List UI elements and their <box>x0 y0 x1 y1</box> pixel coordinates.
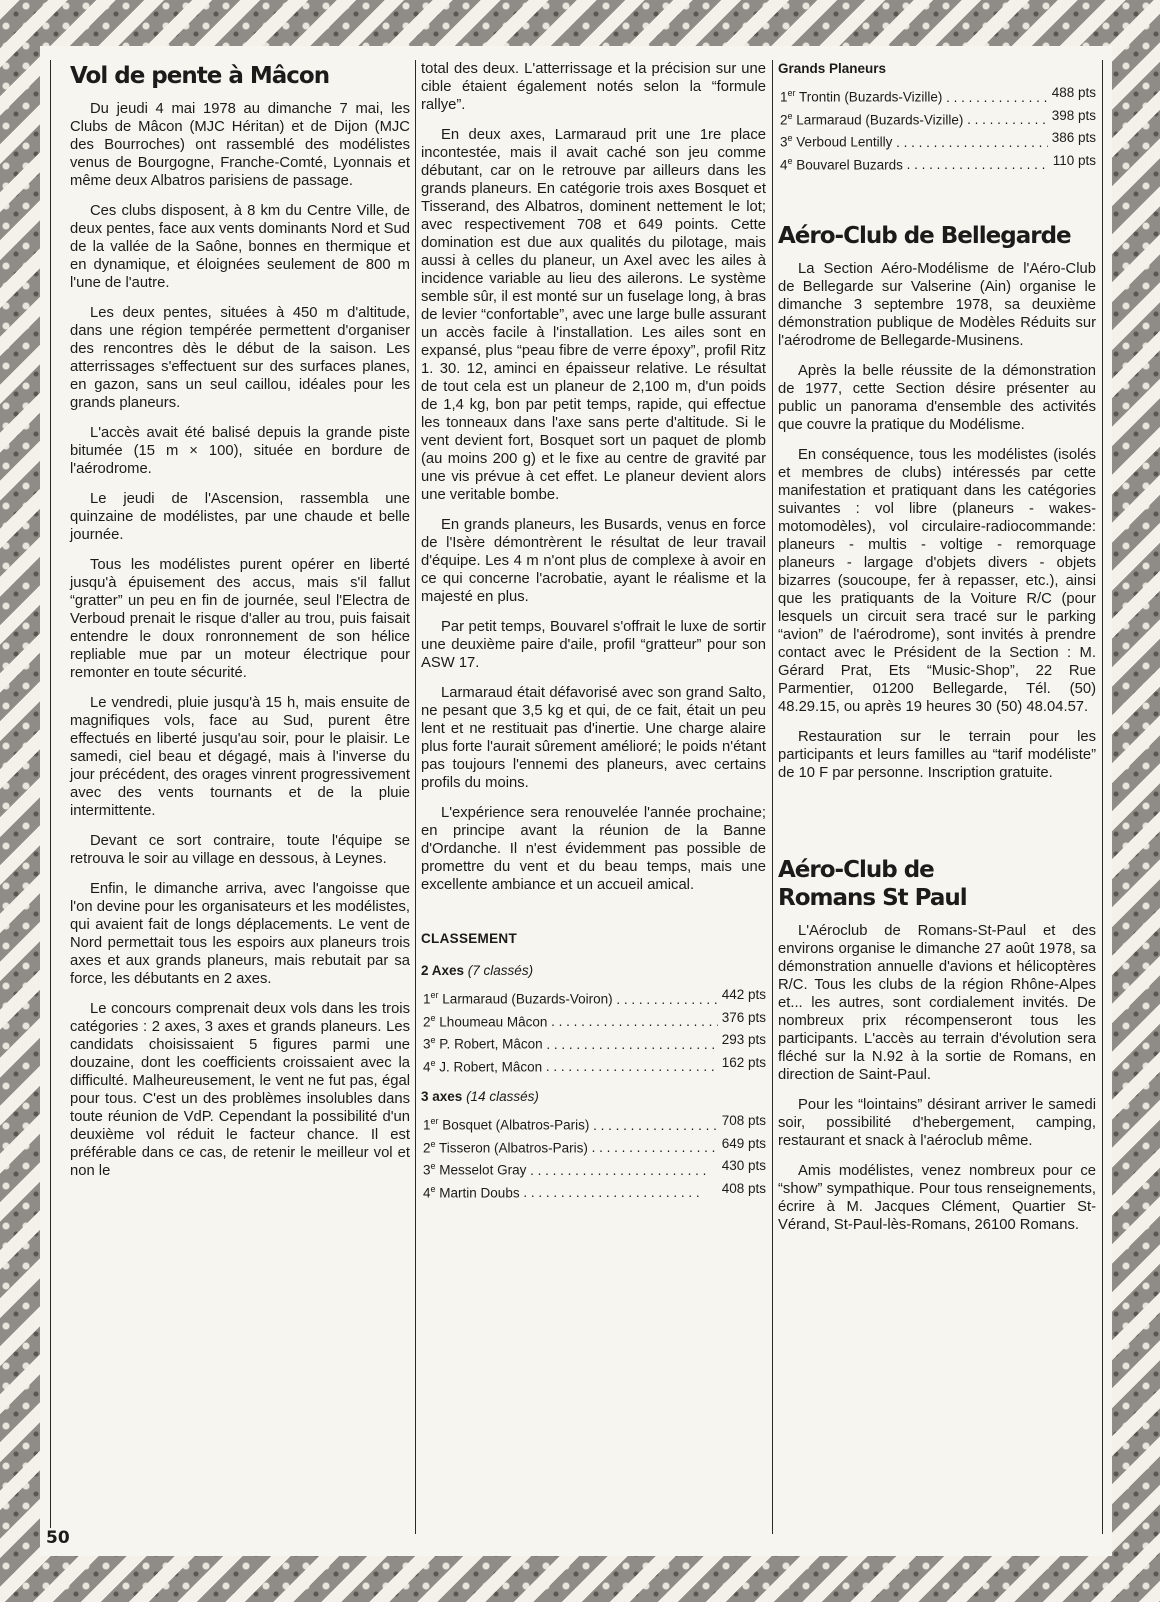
paragraph: L'accès avait été balisé depuis la grande piste bitumée (15 m × 100), située en bordure de l'aérodrome. <box>70 425 410 477</box>
paragraph: En conséquence, tous les modélistes (isolés et membres de clubs) intéressés par cette manifestation et pratiquant dans les catégories suivantes : vol libre (planeurs - wakes-motomodèles), vol circulaire-radiocommande: planeurs - multis - voltige - remorquage planeurs - largage d'objets divers - objets bizarres (soucoupe, fer à repasser, etc.), ainsi que les pratiquants de la Voiture R/C (pour lesquels un circuit sera tracé sur le parking “avion” de l'aérodrome), sont invités à prendre contact avec le Président de la Section : M. Gérard Prat, Ets “Music-Shop”, 22 Rue Parmentier, 01200 Bellegarde, Tél. (50) 48.29.15, ou après 19 heures 30 (50) 48.04.57. <box>778 447 1096 715</box>
score: 408 pts <box>721 1180 766 1196</box>
ranking-row <box>421 1054 766 1077</box>
column-rule <box>772 60 773 1534</box>
score: 110 pts <box>1052 152 1096 168</box>
paragraph: Ces clubs disposent, à 8 km du Centre Ville, de deux pentes, face aux vents dominants Nord et Sud de la vallée de la Saône, bonnes en thermique et en dynamique, et éloignées seulement de 800 m l'une de l'autre. <box>70 203 410 291</box>
competitor-name: 3e Messelot Gray . . . <box>423 1157 718 1180</box>
score: 386 pts <box>1051 130 1096 145</box>
ranking-row <box>421 1180 766 1203</box>
paragraph: Devant ce sort contraire, toute l'équipe se retrouva le soir au village en dessous, à Leynes. <box>70 833 410 867</box>
ranking-row <box>778 107 1096 130</box>
competitor-name: 3e P. Robert, Mâcon . . . <box>423 1031 718 1054</box>
column-rule <box>1102 60 1103 1534</box>
competitor-name: 1er Larmaraud (Buzards-Voiron) . . . <box>423 986 718 1009</box>
paragraph: Par petit temps, Bouvarel s'offrait le luxe de sortir une deuxième paire d'aile, profil “gratteur” pour son ASW 17. <box>421 619 766 671</box>
ranking-row <box>778 129 1096 152</box>
paragraph: total des deux. L'atterrissage et la précision sur une cible étaient également notés selon la “formule rallye”. <box>421 61 766 113</box>
ranking-row <box>421 1135 766 1158</box>
paragraph: Les deux pentes, situées à 450 m d'altitude, dans une région tempérée permettent d'organiser des rencontres dès le début de la saison. Les atterrissages s'effectuent sur des surfaces planes, en gazon, sans un seul caillou, idéales pour les grands planeurs. <box>70 305 410 411</box>
article-title-romans: Aéro-Club de Romans St Paul <box>778 857 967 911</box>
paragraph: Enfin, le dimanche arriva, avec l'angoisse que l'on devine pour les organisateurs et les modélistes, qui avaient fait de longs déplacements. Le vent de Nord permettait tous les espoirs aux planeurs trois axes et aux grands planeurs, mais rebutait par sa force, les débutants en 2 axes. <box>70 881 410 987</box>
ranking-row <box>778 84 1096 107</box>
paragraph: Le vendredi, pluie jusqu'à 15 h, mais ensuite de magnifiques vols, face au Sud, purent être effectués en liberté jusqu'au soir, pour le plaisir. Le samedi, ciel beau et dégagé, mais à l'inverse du jour précédent, des orages vinrent progressivement avec des vents tournants et de la pluie intermittente. <box>70 695 410 819</box>
score: 293 pts <box>721 1032 766 1047</box>
ranking-row <box>421 1031 766 1054</box>
column-1 <box>70 60 410 1192</box>
score: 488 pts <box>1051 85 1096 100</box>
competitor-name: 2e Lhoumeau Mâcon . . . <box>423 1009 718 1032</box>
competitor-name: 4e Martin Doubs . . . <box>423 1180 718 1203</box>
paragraph: L'expérience sera renouvelée l'année prochaine; en principe avant la réunion de la Banne d'Ordanche. Il n'est évidemment pas possible de promettre du vent et du beau temps, mais une excellente ambiance et un accueil amical. <box>421 805 766 893</box>
magazine-page <box>40 46 1112 1556</box>
ranking-row <box>778 152 1096 175</box>
category-grands-planeurs: Grands Planeurs <box>778 61 887 76</box>
paragraph: Pour les “lointains” désirant arriver le samedi soir, possibilité d'hebergement, camping, restaurant et snack à l'aéroclub même. <box>778 1097 1096 1149</box>
paragraph: Du jeudi 4 mai 1978 au dimanche 7 mai, les Clubs de Mâcon (MJC Héritan) et de Dijon (MJC des Bourroches) ont rassemblé des modélistes venus de Bourgogne, Franche-Comté, Lyonnais et même deux Albatros parisiens de passage. <box>70 101 410 189</box>
column-2 <box>421 60 766 1202</box>
competitor-name: 2e Larmaraud (Buzards-Vizille) . . . <box>780 107 1048 130</box>
category-3-axes: 3 axes (14 classés) <box>421 1089 539 1104</box>
paragraph: La Section Aéro-Modélisme de l'Aéro-Club de Bellegarde sur Valserine (Ain) organise le dimanche 3 septembre 1978, sa deuxième démonstration publique de Modèles Réduits sur l'aérodrome de Bellegarde-Musinens. <box>778 261 1096 349</box>
category-2-axes: 2 Axes (7 classés) <box>421 963 534 978</box>
paragraph: Restauration sur le terrain pour les participants et leurs familles au “tarif modéliste” de 10 F par personne. Inscription gratuite. <box>778 729 1096 781</box>
score: 162 pts <box>721 1054 766 1070</box>
ranking-list <box>421 986 766 1076</box>
score: 442 pts <box>721 987 766 1002</box>
competitor-name: 2e Tisseron (Albatros-Paris) . . . <box>423 1135 718 1158</box>
column-rule <box>50 60 51 1534</box>
competitor-name: 1er Trontin (Buzards-Vizille) . . . <box>780 84 1048 107</box>
competitor-name: 4e Bouvarel Buzards . . . <box>780 152 1049 175</box>
competitor-name: 3e Verboud Lentilly . . . <box>780 129 1048 152</box>
paragraph: Amis modélistes, venez nombreux pour ce “show” sympathique. Pour tous renseignements, écrire à M. Jacques Clément, Quartier St-Vérand, St-Paul-lès-Romans, 26100 Romans. <box>778 1163 1096 1233</box>
paragraph: L'Aéroclub de Romans-St-Paul et des environs organise le dimanche 27 août 1978, sa démonstration annuelle d'avions et hélicoptères R/C. Tous les clubs de la région Rhône-Alpes et... les autres, sont cordialement invités. De nombreux prix récompenseront tous les participants. L'accès au terrain d'évolution sera fléché sur la N.92 à la sortie de Romans, en direction de Saint-Paul. <box>778 923 1096 1083</box>
score: 708 pts <box>721 1113 766 1128</box>
score: 398 pts <box>1051 107 1096 123</box>
paragraph: En grands planeurs, les Busards, venus en force de l'Isère démontrèrent le résultat de leur travail d'équipe. Les 4 m n'ont plus de complexe à avoir en ce qui concerne l'acrobatie, ayant le réalisme et la majesté en plus. <box>421 517 766 605</box>
ranking-row <box>421 1009 766 1032</box>
column-3 <box>778 60 1096 1246</box>
paragraph: Larmaraud était défavorisé avec son grand Salto, ne pesant que 3,5 kg et qui, de ce fait, était un peu lent et ne restituait pas d'inertie. Une charge alaire plus forte l'aurait sûrement amélioré; le poids n'étant pas toujours l'ennemi des planeurs, avec certains profils du moins. <box>421 685 766 791</box>
column-rule <box>415 60 416 1534</box>
score: 649 pts <box>721 1135 766 1151</box>
competitor-name: 4e J. Robert, Mâcon . . . <box>423 1054 718 1077</box>
paragraph: Le concours comprenait deux vols dans les trois catégories : 2 axes, 3 axes et grands planeurs. Les candidats choisissaient 5 figures parmi une douzaine, dont les coefficients croissaient avec la difficulté. Malheureusement, le vent ne fut pas, égal pour tous. C'est un des problèmes insolubles dans toute réunion de VdP. Cependant la possibilité d'un deuxième vol réduit le facteur chance. Il est préférable dans ce cas, de retenir le meilleur vol et non le <box>70 1001 410 1179</box>
article-title-bellegarde: Aéro-Club de Bellegarde <box>778 223 1071 249</box>
ranking-list <box>778 84 1096 174</box>
paragraph: Tous les modélistes purent opérer en liberté jusqu'à épuisement des accus, mais s'il fallut “gratter” un peu en fin de journée, seul l'Electra de Verboud prenait le risque d'aller au trou, puis faisait entendre le doux ronronnement de son hélice repliable mue par un moteur électrique pour remonter en toute sécurité. <box>70 557 410 681</box>
ranking-row <box>421 1112 766 1135</box>
score: 430 pts <box>721 1158 766 1173</box>
paragraph: Après la belle réussite de la démonstration de 1977, cette Section désire présenter au public un panorama d'ensemble des activités que couvre la pratique du Modélisme. <box>778 363 1096 433</box>
ranking-list <box>421 1112 766 1202</box>
article-title-macon: Vol de pente à Mâcon <box>70 63 330 89</box>
ranking-row <box>421 986 766 1009</box>
page-number: 50 <box>46 1528 70 1548</box>
competitor-name: 1er Bosquet (Albatros-Paris) . . . <box>423 1112 718 1135</box>
score: 376 pts <box>721 1009 766 1025</box>
paragraph: En deux axes, Larmaraud prit une 1re place incontestée, mais il avait caché son jeu comme débutant, car on le retrouve par ailleurs dans les grands planeurs. En catégorie trois axes Bosquet et Tisserand, des Albatros, dominent nettement le lot; avec respectivement 708 et 649 points. Cette domination est due aux qualités du pilotage, mais aussi à celles du planeur, un Axel avec les ailes à incidence variable au lieu des ailerons. Le système semble sûr, il est monté sur un fuselage long, à bras de levier “confortable”, avec une large bulle assurant un accès facile à l'installation. Les ailes sont en expansé, plus “peau fibre de verre époxy”, profil Ritz 1. 30. 12, aminci en épaisseur relative. Le résultat de tout cela est un planeur de 2,100 m, d'un poids de 1,4 kg, bon par petit temps, rapide, qui effectue les tonneaux dans l'axe sans perte d'altitude. Si le vent devient fort, Bosquet sort un paquet de plomb (au moins 200 g) et le fixe au centre de gravité par une vis prévue à cet effet. Le planeur devient alors une veritable bombe. <box>421 127 766 503</box>
ranking-row <box>421 1157 766 1180</box>
classement-title: CLASSEMENT <box>421 931 518 946</box>
paragraph: Le jeudi de l'Ascension, rassembla une quinzaine de modélistes, par une chaude et belle journée. <box>70 491 410 543</box>
